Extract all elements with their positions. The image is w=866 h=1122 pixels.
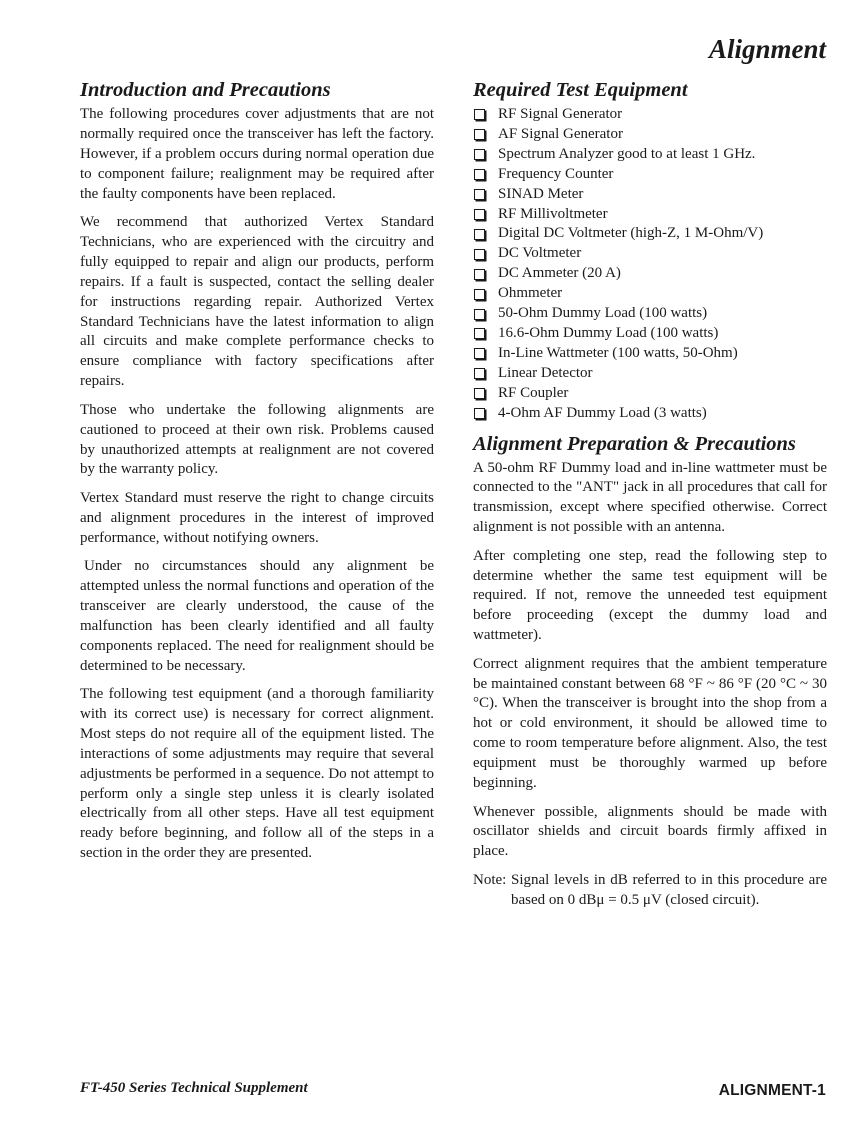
checkbox-icon: [474, 249, 485, 260]
checkbox-icon: [474, 149, 485, 160]
checkbox-icon: [474, 209, 485, 220]
footer-document-title: FT-450 Series Technical Supplement: [80, 1080, 308, 1096]
checkbox-icon: [474, 189, 485, 200]
note: [473, 871, 827, 911]
equipment-item: Frequency Counter: [473, 165, 827, 185]
preparation-heading: Alignment Preparation & Precautions: [473, 432, 796, 455]
preparation-paragraph: After completing one step, read the following step to determine whether the same test equipment will be required. If not, remove the unneeded test equipment before proceeding (except the dummy load and wattmeter).: [473, 547, 827, 644]
equipment-item: 50-Ohm Dummy Load (100 watts): [473, 304, 827, 324]
equipment-item: AF Signal Generator: [473, 125, 827, 145]
preparation-paragraph: Correct alignment requires that the ambient temperature be maintained constant between 68 °F ~ 86 °F (20 °C ~ 30 °C). When the transceiver is brought into the shop from a hot or cold environment, it should be allowed time to come to room temperature before alignment. Also, the test equipment must be thoroughly warmed up before beginning.: [473, 655, 827, 792]
equipment-item: Ohmmeter: [473, 284, 827, 304]
equipment-item: RF Signal Generator: [473, 105, 827, 125]
equipment-item: DC Ammeter (20 A): [473, 264, 827, 284]
equipment-item: RF Millivoltmeter: [473, 205, 827, 225]
checkbox-icon: [474, 328, 485, 339]
page-section-title: Alignment: [708, 34, 826, 64]
checkbox-icon: [474, 169, 485, 180]
intro-paragraph: The following procedures cover adjustments that are not normally required once the transceiver has left the factory. However, if a problem occurs during normal operation due to component failure; realignment may be required after the faulty components have been replaced.: [80, 106, 434, 202]
equipment-heading: Required Test Equipment: [473, 79, 688, 101]
checkbox-icon: [474, 129, 485, 140]
right-column: [473, 78, 827, 911]
checkbox-icon: [474, 368, 485, 379]
equipment-item: DC Voltmeter: [473, 244, 827, 264]
equipment-item: Spectrum Analyzer good to at least 1 GHz.: [473, 145, 827, 165]
equipment-item: In-Line Wattmeter (100 watts, 50-Ohm): [473, 344, 827, 364]
checkbox-icon: [474, 348, 485, 359]
preparation-paragraph: A 50-ohm RF Dummy load and in-line wattmeter must be connected to the "ANT" jack in all procedures that call for transmission, except where specified otherwise. Correct alignment is not possible with an antenna.: [473, 459, 827, 536]
equipment-item: Linear Detector: [473, 364, 827, 384]
intro-paragraph: Vertex Standard must reserve the right to change circuits and alignment procedures in the interest of improved performance, without notifying owners.: [80, 489, 434, 546]
footer-page-label: ALIGNMENT-1: [718, 1082, 826, 1099]
intro-paragraph: Under no circumstances should any alignment be attempted unless the normal functions and operation of the transceiver are clearly understood, the cause of the malfunction has been clearly identified and all faulty components replaced. The need for realignment should be determined to be necessary.: [80, 558, 434, 674]
intro-paragraph: Those who undertake the following alignments are cautioned to proceed at their own risk. Problems caused by unauthorized attempts at realignment are not covered by the warranty policy.: [80, 401, 434, 478]
equipment-item: SINAD Meter: [473, 185, 827, 205]
equipment-item: Digital DC Voltmeter (high-Z, 1 M-Ohm/V): [473, 224, 827, 244]
checkbox-icon: [474, 269, 485, 280]
equipment-item: 16.6-Ohm Dummy Load (100 watts): [473, 324, 827, 344]
intro-heading: Introduction and Precautions: [80, 79, 331, 101]
left-column: [80, 78, 434, 873]
checkbox-icon: [474, 408, 485, 419]
preparation-paragraph: Whenever possible, alignments should be made with oscillator shields and circuit boards firmly affixed in place.: [473, 803, 827, 860]
checkbox-icon: [474, 388, 485, 399]
checkbox-icon: [474, 309, 485, 320]
equipment-item: RF Coupler: [473, 384, 827, 404]
equipment-item: 4-Ohm AF Dummy Load (3 watts): [473, 404, 827, 424]
note-label: Note:: [473, 871, 507, 888]
checkbox-icon: [474, 109, 485, 120]
intro-paragraph: The following test equipment (and a thorough familiarity with its correct use) is necessary for correct alignment. Most steps do not require all of the equipment listed. The interactions of some adjustments may require that several adjustments be performed in a sequence. Do not attempt to perform only a single step unless it is clearly isolated electrically from all other steps. Have all test equipment ready before beginning, and follow all of the steps in a section in the order they are presented.: [80, 685, 434, 862]
checkbox-icon: [474, 229, 485, 240]
intro-paragraph: We recommend that authorized Vertex Standard Technicians, who are experienced with the circuitry and fully equipped to repair and align our products, perform repairs. If a fault is suspected, contact the selling dealer for instructions regarding repair. Authorized Vertex Standard Technicians have the latest information to align all circuits and make complete performance checks to ensure compliance with factory specifications after repairs.: [80, 214, 434, 390]
note-text: Signal levels in dB referred to in this procedure are based on 0 dBμ = 0.5 μV (closed circuit).: [511, 871, 827, 908]
checkbox-icon: [474, 289, 485, 300]
equipment-list: [473, 105, 827, 424]
